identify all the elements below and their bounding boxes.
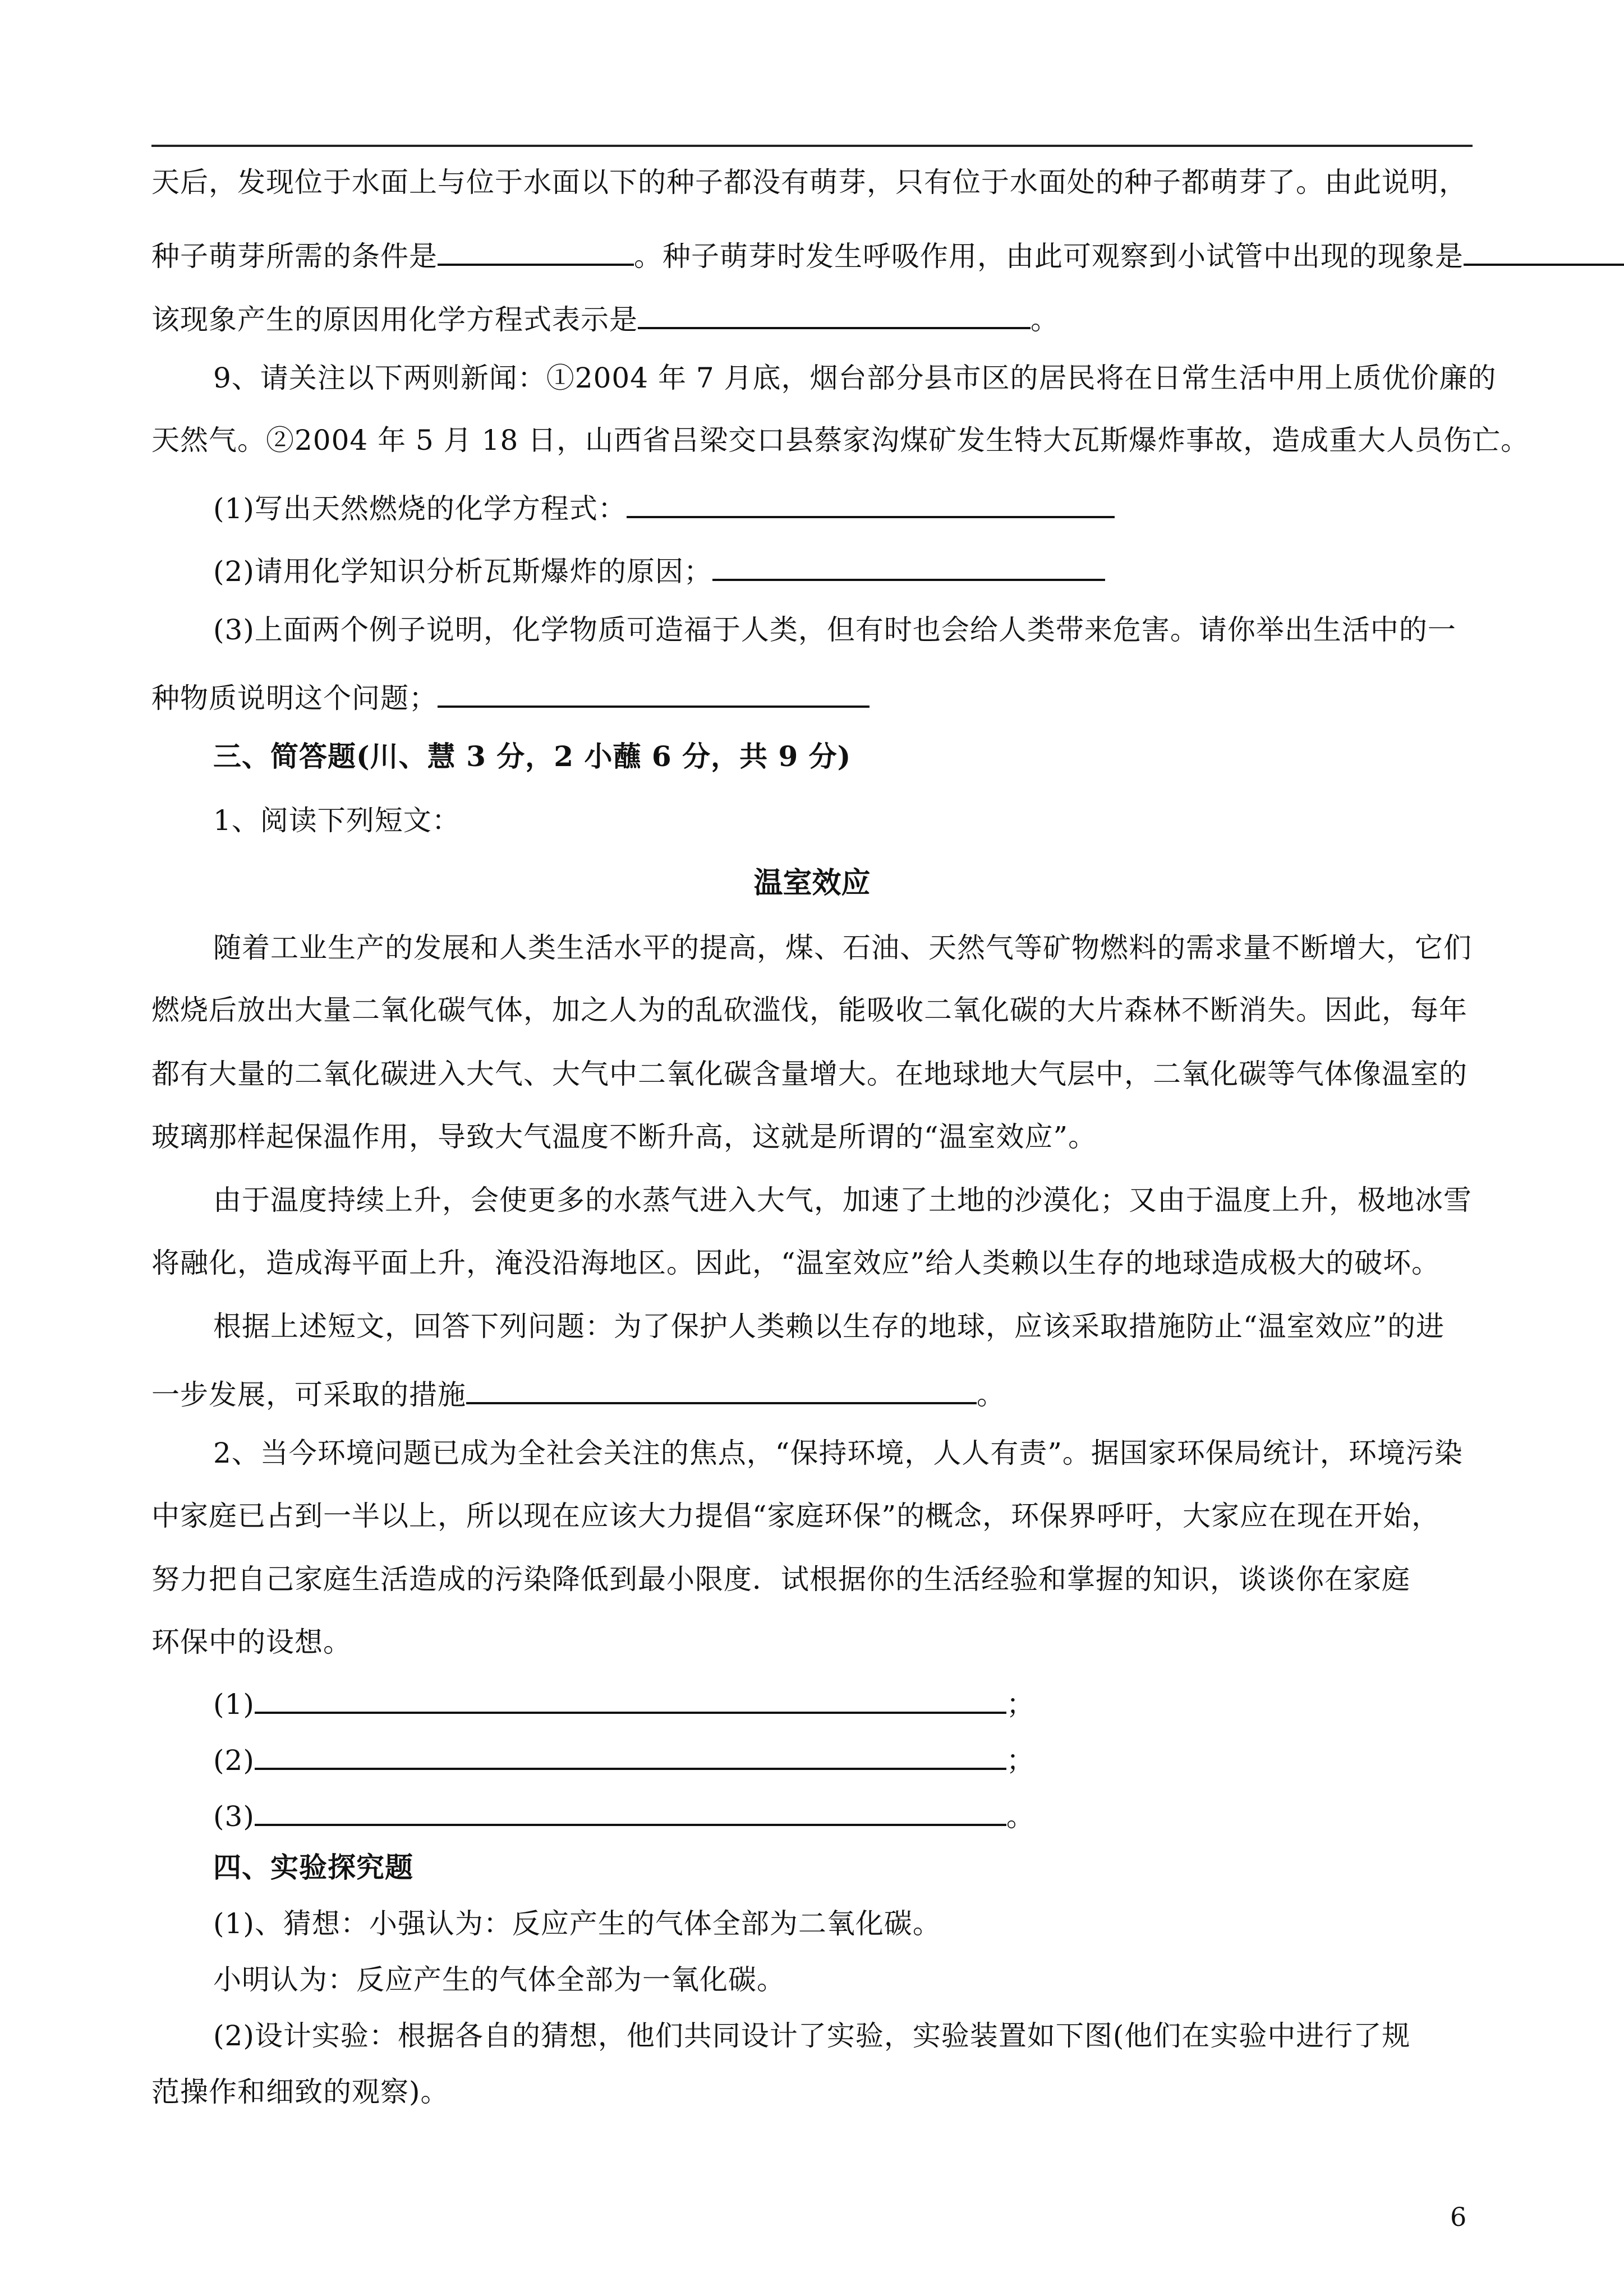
text-line: 小明认为：反应产生的气体全部为一氧化碳。 [213, 1963, 785, 1996]
text-line: (1)、猜想：小强认为：反应产生的气体全部为二氧化碳。 [213, 1907, 941, 1940]
text-line: 努力把自己家庭生活造成的污染降低到最小限度．试根据你的生活经验和掌握的知识，谈谈你在家庭 [151, 1563, 1410, 1596]
answer-blank[interactable] [627, 487, 1115, 518]
section-4-heading: 四、实验探究题 [213, 1851, 413, 1884]
text-line: 玻璃那样起保温作用，导致大气温度不断升高，这就是所谓的“温室效应”。 [151, 1121, 1097, 1153]
answer-blank[interactable] [438, 234, 634, 266]
text-line: 2、当今环境问题已成为全社会关注的焦点，“保持环境，人人有责”。据国家环保局统计，环境污染 [213, 1437, 1463, 1469]
text-line: 该现象产生的原因用化学方程式表示是 。 [151, 298, 1621, 336]
answer-blank[interactable] [1464, 234, 1624, 266]
answer-line: (2) ； [213, 1739, 1624, 1777]
text-line: 1、阅读下列短文： [213, 804, 461, 837]
text-line: 中家庭已占到一半以上，所以现在应该大力提倡“家庭环保”的概念，环保界呼吁，大家应在现在开始， [151, 1500, 1441, 1532]
text-line: 种子萌芽所需的条件是 。种子萌芽时发生呼吸作用，由此可观察到小试管中出现的现象是 [151, 234, 1621, 273]
text-line: 天然气。②2004 年 5 月 18 日，山西省吕梁交口县蔡家沟煤矿发生特大瓦斯爆炸事故，造成重大人员伤亡。 [151, 424, 1530, 457]
header-rule [151, 145, 1473, 147]
section-3-heading: 三、简答题(川、慧 3 分，2 小蘸 6 分，共 9 分) [213, 740, 852, 773]
text-line: 范操作和细致的观察)。 [151, 2076, 449, 2108]
answer-blank[interactable] [255, 1682, 1006, 1714]
text-line: 随着工业生产的发展和人类生活水平的提高，煤、石油、天然气等矿物燃料的需求量不断增大，它们 [213, 932, 1472, 964]
text-line: (2)请用化学知识分析瓦斯爆炸的原因； [213, 550, 1624, 588]
text-line: 种物质说明这个问题； [151, 676, 1621, 715]
answer-line: (1) ； [213, 1682, 1624, 1721]
text-line: 都有大量的二氧化碳进入大气、大气中二氧化碳含量增大。在地球地大气层中，二氧化碳等气体像温室的 [151, 1058, 1467, 1090]
text-line: (3)上面两个例子说明，化学物质可造福于人类，但有时也会给人类带来危害。请你举出生活中的一 [213, 614, 1456, 646]
question-9: 9、请关注以下两则新闻：①2004 年 7 月底，烟台部分县市区的居民将在日常生活中用上质优价廉的 [213, 362, 1497, 394]
answer-blank[interactable] [638, 298, 1030, 329]
text-line: (1)写出天然燃烧的化学方程式： [213, 487, 1624, 525]
essay-title: 温室效应 [753, 866, 871, 900]
answer-blank[interactable] [466, 1373, 977, 1404]
text-line: 将融化，造成海平面上升，淹没沿海地区。因此，“温室效应”给人类赖以生存的地球造成极大的破坏。 [151, 1247, 1441, 1279]
answer-blank[interactable] [712, 550, 1105, 581]
answer-blank[interactable] [255, 1739, 1006, 1770]
text-line: 燃烧后放出大量二氧化碳气体，加之人为的乱砍滥伐，能吸收二氧化碳的大片森林不断消失。因此，每年 [151, 994, 1467, 1026]
answer-blank[interactable] [438, 676, 869, 708]
page-number: 6 [1450, 2202, 1467, 2232]
text-line: 由于温度持续上升，会使更多的水蒸气进入大气，加速了土地的沙漠化；又由于温度上升，极地冰雪 [213, 1184, 1472, 1216]
answer-line: (3) 。 [213, 1795, 1624, 1833]
text-line: 根据上述短文，回答下列问题：为了保护人类赖以生存的地球，应该采取措施防止“温室效应”的进 [213, 1310, 1445, 1343]
answer-blank[interactable] [255, 1795, 1006, 1826]
text-line: (2)设计实验：根据各自的猜想，他们共同设计了实验，实验装置如下图(他们在实验中进行了规 [213, 2020, 1411, 2052]
text-line: 天后，发现位于水面上与位于水面以下的种子都没有萌芽，只有位于水面处的种子都萌芽了。由此说明， [151, 166, 1467, 199]
text-line: 环保中的设想。 [151, 1626, 352, 1658]
text-line: 一步发展，可采取的措施 。 [151, 1373, 1621, 1412]
